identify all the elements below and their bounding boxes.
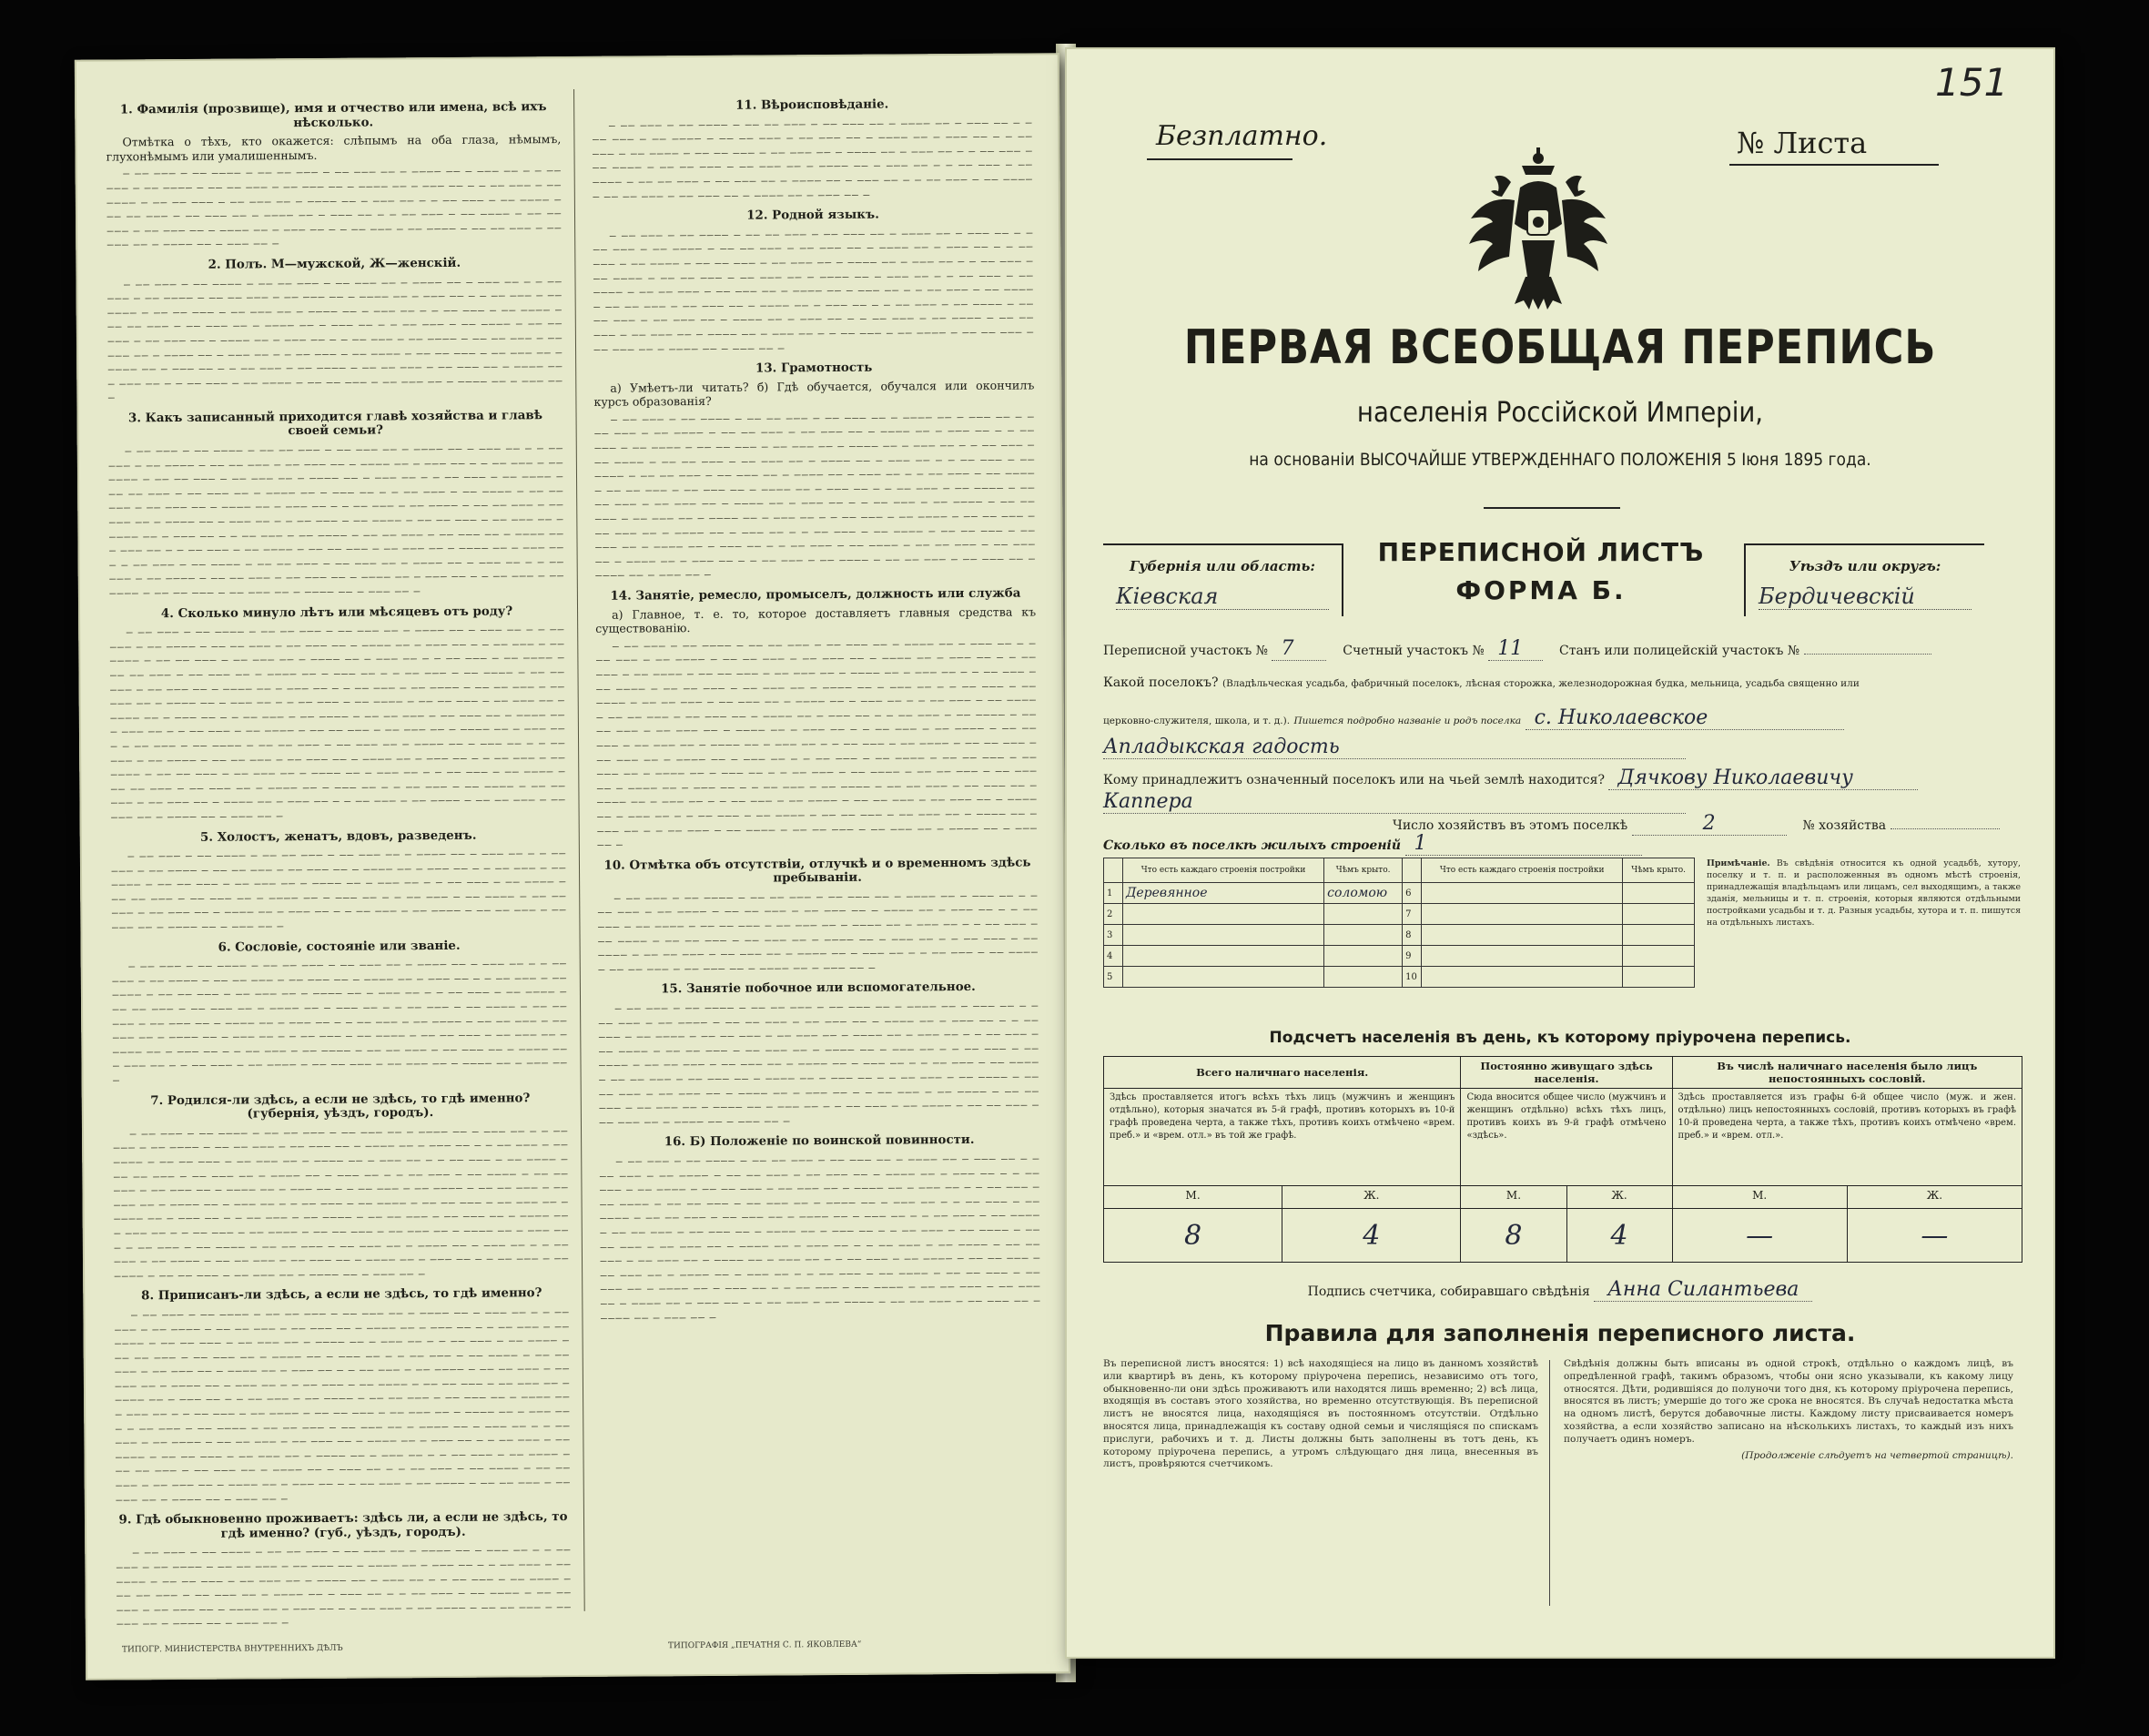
- owner-value-1[interactable]: Дячкову Николаевичу: [1608, 766, 1918, 790]
- printed-text-block: ‒ ‒‒ ‒‒‒ ‒ ‒‒ ‒‒‒‒ ‒ ‒‒ ‒‒ ‒‒‒ ‒ ‒‒ ‒‒‒ ‒‒ ‒ ‒‒‒‒ ‒‒ ‒ ‒‒‒ ‒‒ ‒ ‒ ‒‒ ‒‒‒ ‒ ‒‒ ‒‒‒‒ ‒ ‒‒ ‒‒ ‒‒‒ ‒ ‒‒ ‒‒‒ ‒‒ ‒ ‒‒‒‒ ‒‒ ‒ ‒‒‒ ‒‒ ‒ ‒ ‒‒ ‒‒‒ ‒ ‒‒ ‒‒‒‒ ‒ ‒‒ ‒‒ ‒‒‒ ‒ ‒‒ ‒‒‒ ‒‒ ‒ ‒‒‒‒ ‒‒ ‒ ‒‒‒ ‒‒ ‒ ‒ ‒‒ ‒‒‒ ‒ ‒‒ ‒‒‒‒ ‒ ‒‒ ‒‒ ‒‒‒ ‒ ‒‒ ‒‒‒ ‒‒ ‒ ‒‒‒‒ ‒‒ ‒ ‒‒‒ ‒‒ ‒ ‒ ‒‒ ‒‒‒ ‒ ‒‒ ‒‒‒‒ ‒ ‒‒ ‒‒ ‒‒‒ ‒ ‒‒ ‒‒‒ ‒‒ ‒ ‒‒‒‒ ‒‒ ‒ ‒‒‒ ‒‒ ‒ ‒ ‒‒ ‒‒‒ ‒ ‒‒ ‒‒‒‒ ‒ ‒‒ ‒‒ ‒‒‒ ‒ ‒‒ ‒‒‒ ‒‒ ‒ ‒‒‒‒ ‒‒ ‒ ‒‒‒ ‒‒ ‒ ‒ ‒‒ ‒‒‒ ‒ ‒‒ ‒‒‒‒ ‒ ‒‒ ‒‒ ‒‒‒ ‒ ‒‒ ‒‒‒ ‒‒ ‒ ‒‒‒‒ ‒‒ ‒ ‒‒‒ ‒‒ ‒ ‒ ‒‒ ‒‒‒ ‒ ‒‒ ‒‒‒‒ ‒ ‒‒ ‒‒ ‒‒‒ ‒ ‒‒ ‒‒‒ ‒‒ ‒ ‒‒‒‒ ‒‒ ‒ ‒‒‒ ‒‒ ‒ ‒ ‒‒ ‒‒‒ ‒ ‒‒ ‒‒‒‒ ‒ ‒‒ ‒‒ ‒‒‒ ‒ ‒‒ ‒‒‒ ‒‒ ‒ ‒‒‒‒ ‒‒ ‒ ‒‒‒ ‒‒ ‒ ‒ ‒‒ ‒‒‒ ‒ ‒‒ ‒‒‒‒ ‒ ‒‒ ‒‒ ‒‒‒ ‒ ‒‒ ‒‒‒ ‒‒ ‒ ‒‒‒‒ ‒‒ ‒ ‒‒‒ ‒‒ ‒ ‒ ‒‒ ‒‒‒ ‒ ‒‒ ‒‒‒‒ ‒ ‒‒ ‒‒ ‒‒‒ ‒ ‒‒ ‒‒‒ ‒‒ ‒ ‒‒‒‒ ‒‒ ‒ ‒‒‒ ‒‒ ‒ ‒ ‒‒ ‒‒‒ ‒ ‒‒ ‒‒‒‒ ‒ ‒‒ ‒‒ ‒‒‒ ‒ ‒‒ ‒‒‒ ‒‒ ‒ ‒‒‒‒ ‒‒ ‒ ‒‒‒ ‒‒ ‒: [599, 1151, 1041, 1325]
- buildings-value[interactable]: 1: [1405, 832, 1642, 856]
- row-number: 7: [1403, 904, 1422, 925]
- uezd-value[interactable]: Бердичевскій: [1759, 584, 1972, 610]
- tally-m-label: М.: [1461, 1186, 1566, 1209]
- counting-district-value[interactable]: 11: [1488, 637, 1543, 661]
- rules-column-1: Въ переписной листъ вносятся: 1) всѣ находящіеся на лицо въ данномъ хозяйствѣ или квартирѣ въ день, къ которому пріурочена перепись, независимо отъ того, обыкновенно-ли они здѣсь проживаютъ или находятся лишь временно; 2) всѣ лица, входящія въ составъ этого хозяйства, но временно отсутствующія. Въ переписной листъ не вносятся лица, находящіяся въ постоянномъ отсутствіи. Отдѣльно вносятся лица, принадлежащія къ составу одной семьи и числящіяся по спискамъ прислуги, рабочихъ и т. д. Листы должны быть заполнены въ тотъ день, къ которому пріурочена перепись, а утромъ слѣдующаго дня лица, внесенныя въ листъ, провѣряются счетчикомъ.: [1103, 1358, 1538, 1470]
- gubernia-label: Губернія или область:: [1130, 558, 1315, 574]
- section-heading: 7. Родился-ли здѣсь, а если не здѣсь, то гдѣ именно? (губернія, уѣздъ, городъ).: [150, 1090, 531, 1122]
- stan-value[interactable]: [1804, 654, 1931, 655]
- building-material-cell[interactable]: [1422, 967, 1623, 988]
- section-heading: 16. Б) Положеніе по воинской повинности.: [664, 1132, 975, 1150]
- gubernia-value[interactable]: Кіевская: [1116, 584, 1329, 610]
- tally-zh-label: Ж.: [1847, 1186, 2022, 1209]
- printed-text-block: ‒ ‒‒ ‒‒‒ ‒ ‒‒ ‒‒‒‒ ‒ ‒‒ ‒‒ ‒‒‒ ‒ ‒‒ ‒‒‒ ‒‒ ‒ ‒‒‒‒ ‒‒ ‒ ‒‒‒ ‒‒ ‒ ‒ ‒‒ ‒‒‒ ‒ ‒‒ ‒‒‒‒ ‒ ‒‒ ‒‒ ‒‒‒ ‒ ‒‒ ‒‒‒ ‒‒ ‒ ‒‒‒‒ ‒‒ ‒ ‒‒‒ ‒‒ ‒ ‒ ‒‒ ‒‒‒ ‒ ‒‒ ‒‒‒‒ ‒ ‒‒ ‒‒ ‒‒‒ ‒ ‒‒ ‒‒‒ ‒‒ ‒ ‒‒‒‒ ‒‒ ‒ ‒‒‒ ‒‒ ‒ ‒ ‒‒ ‒‒‒ ‒ ‒‒ ‒‒‒‒ ‒ ‒‒ ‒‒ ‒‒‒ ‒ ‒‒ ‒‒‒ ‒‒ ‒ ‒‒‒‒ ‒‒ ‒ ‒‒‒ ‒‒ ‒ ‒ ‒‒ ‒‒‒ ‒ ‒‒ ‒‒‒‒ ‒ ‒‒ ‒‒ ‒‒‒ ‒ ‒‒ ‒‒‒ ‒‒ ‒ ‒‒‒‒ ‒‒ ‒ ‒‒‒ ‒‒ ‒ ‒ ‒‒ ‒‒‒ ‒ ‒‒ ‒‒‒‒ ‒ ‒‒ ‒‒ ‒‒‒ ‒ ‒‒ ‒‒‒ ‒‒ ‒ ‒‒‒‒ ‒‒ ‒ ‒‒‒ ‒‒ ‒ ‒ ‒‒ ‒‒‒ ‒ ‒‒ ‒‒‒‒ ‒ ‒‒ ‒‒ ‒‒‒ ‒ ‒‒ ‒‒‒ ‒‒ ‒ ‒‒‒‒ ‒‒ ‒ ‒‒‒ ‒‒ ‒ ‒ ‒‒ ‒‒‒ ‒ ‒‒ ‒‒‒‒ ‒ ‒‒ ‒‒ ‒‒‒ ‒ ‒‒ ‒‒‒ ‒‒ ‒ ‒‒‒‒ ‒‒ ‒ ‒‒‒ ‒‒ ‒ ‒ ‒‒ ‒‒‒ ‒ ‒‒ ‒‒‒‒ ‒ ‒‒ ‒‒ ‒‒‒ ‒ ‒‒ ‒‒‒ ‒‒ ‒ ‒‒‒‒ ‒‒ ‒ ‒‒‒ ‒‒ ‒ ‒ ‒‒ ‒‒‒ ‒ ‒‒ ‒‒‒‒ ‒ ‒‒ ‒‒ ‒‒‒ ‒ ‒‒ ‒‒‒ ‒‒ ‒ ‒‒‒‒ ‒‒ ‒ ‒‒‒ ‒‒ ‒ ‒ ‒‒ ‒‒‒ ‒ ‒‒ ‒‒‒‒ ‒ ‒‒ ‒‒ ‒‒‒ ‒ ‒‒ ‒‒‒ ‒‒ ‒ ‒‒‒‒ ‒‒ ‒ ‒‒‒ ‒‒ ‒ ‒ ‒‒ ‒‒‒ ‒ ‒‒ ‒‒‒‒ ‒ ‒‒ ‒‒ ‒‒‒ ‒ ‒‒ ‒‒‒ ‒‒ ‒ ‒‒‒‒ ‒‒ ‒ ‒‒‒ ‒‒ ‒: [593, 409, 1036, 583]
- table-row: [1104, 925, 1695, 946]
- right-page: [1065, 47, 2055, 1659]
- printed-text-block: ‒ ‒‒ ‒‒‒ ‒ ‒‒ ‒‒‒‒ ‒ ‒‒ ‒‒ ‒‒‒ ‒ ‒‒ ‒‒‒ ‒‒ ‒ ‒‒‒‒ ‒‒ ‒ ‒‒‒ ‒‒ ‒ ‒ ‒‒ ‒‒‒ ‒ ‒‒ ‒‒‒‒ ‒ ‒‒ ‒‒ ‒‒‒ ‒ ‒‒ ‒‒‒ ‒‒ ‒ ‒‒‒‒ ‒‒ ‒ ‒‒‒ ‒‒ ‒ ‒ ‒‒ ‒‒‒ ‒ ‒‒ ‒‒‒‒ ‒ ‒‒ ‒‒ ‒‒‒ ‒ ‒‒ ‒‒‒ ‒‒ ‒ ‒‒‒‒ ‒‒ ‒ ‒‒‒ ‒‒ ‒ ‒ ‒‒ ‒‒‒ ‒ ‒‒ ‒‒‒‒ ‒ ‒‒ ‒‒ ‒‒‒ ‒ ‒‒ ‒‒‒ ‒‒ ‒ ‒‒‒‒ ‒‒ ‒ ‒‒‒ ‒‒ ‒ ‒ ‒‒ ‒‒‒ ‒ ‒‒ ‒‒‒‒ ‒ ‒‒ ‒‒ ‒‒‒ ‒ ‒‒ ‒‒‒ ‒‒ ‒ ‒‒‒‒ ‒‒ ‒ ‒‒‒ ‒‒ ‒ ‒ ‒‒ ‒‒‒ ‒ ‒‒ ‒‒‒‒ ‒ ‒‒ ‒‒ ‒‒‒ ‒ ‒‒ ‒‒‒ ‒‒ ‒ ‒‒‒‒ ‒‒ ‒ ‒‒‒ ‒‒ ‒ ‒ ‒‒ ‒‒‒ ‒ ‒‒ ‒‒‒‒ ‒ ‒‒ ‒‒ ‒‒‒ ‒ ‒‒ ‒‒‒ ‒‒ ‒ ‒‒‒‒ ‒‒ ‒ ‒‒‒ ‒‒ ‒ ‒ ‒‒ ‒‒‒ ‒ ‒‒ ‒‒‒‒ ‒ ‒‒ ‒‒ ‒‒‒ ‒ ‒‒ ‒‒‒ ‒‒ ‒ ‒‒‒‒ ‒‒ ‒ ‒‒‒ ‒‒ ‒ ‒ ‒‒ ‒‒‒ ‒ ‒‒ ‒‒‒‒ ‒ ‒‒ ‒‒ ‒‒‒ ‒ ‒‒ ‒‒‒ ‒‒ ‒ ‒‒‒‒ ‒‒ ‒ ‒‒‒ ‒‒ ‒: [593, 225, 1034, 356]
- section-body: а) Умѣетъ-ли читать? б) Гдѣ обучается, обучался или окончилъ курсъ образованія?: [593, 378, 1035, 410]
- owner-label: Кому принадлежитъ означенный поселокъ или на чьей землѣ находится?: [1103, 773, 1605, 787]
- household-number-label: № хозяйства: [1802, 818, 1887, 833]
- section-heading: 3. Какъ записанный приходится главѣ хозяйства и главѣ своей семьи?: [127, 408, 543, 439]
- buildings-table: [1103, 858, 1695, 988]
- printed-text-block: ‒ ‒‒ ‒‒‒ ‒ ‒‒ ‒‒‒‒ ‒ ‒‒ ‒‒ ‒‒‒ ‒ ‒‒ ‒‒‒ ‒‒ ‒ ‒‒‒‒ ‒‒ ‒ ‒‒‒ ‒‒ ‒ ‒ ‒‒ ‒‒‒ ‒ ‒‒ ‒‒‒‒ ‒ ‒‒ ‒‒ ‒‒‒ ‒ ‒‒ ‒‒‒ ‒‒ ‒ ‒‒‒‒ ‒‒ ‒ ‒‒‒ ‒‒ ‒ ‒ ‒‒ ‒‒‒ ‒ ‒‒ ‒‒‒‒ ‒ ‒‒ ‒‒ ‒‒‒ ‒ ‒‒ ‒‒‒ ‒‒ ‒ ‒‒‒‒ ‒‒ ‒ ‒‒‒ ‒‒ ‒ ‒ ‒‒ ‒‒‒ ‒ ‒‒ ‒‒‒‒ ‒ ‒‒ ‒‒ ‒‒‒ ‒ ‒‒ ‒‒‒ ‒‒ ‒ ‒‒‒‒ ‒‒ ‒ ‒‒‒ ‒‒ ‒ ‒ ‒‒ ‒‒‒ ‒ ‒‒ ‒‒‒‒ ‒ ‒‒ ‒‒ ‒‒‒ ‒ ‒‒ ‒‒‒ ‒‒ ‒ ‒‒‒‒ ‒‒ ‒ ‒‒‒ ‒‒ ‒ ‒ ‒‒ ‒‒‒ ‒ ‒‒ ‒‒‒‒ ‒ ‒‒ ‒‒ ‒‒‒ ‒ ‒‒ ‒‒‒ ‒‒ ‒ ‒‒‒‒ ‒‒ ‒ ‒‒‒ ‒‒ ‒: [110, 846, 567, 934]
- rules-continuation: (Продолженіе слѣдуетъ на четвертой страницѣ).: [1741, 1449, 2013, 1461]
- printed-text-block: ‒ ‒‒ ‒‒‒ ‒ ‒‒ ‒‒‒‒ ‒ ‒‒ ‒‒ ‒‒‒ ‒ ‒‒ ‒‒‒ ‒‒ ‒ ‒‒‒‒ ‒‒ ‒ ‒‒‒ ‒‒ ‒ ‒ ‒‒ ‒‒‒ ‒ ‒‒ ‒‒‒‒ ‒ ‒‒ ‒‒ ‒‒‒ ‒ ‒‒ ‒‒‒ ‒‒ ‒ ‒‒‒‒ ‒‒ ‒ ‒‒‒ ‒‒ ‒ ‒ ‒‒ ‒‒‒ ‒ ‒‒ ‒‒‒‒ ‒ ‒‒ ‒‒ ‒‒‒ ‒ ‒‒ ‒‒‒ ‒‒ ‒ ‒‒‒‒ ‒‒ ‒ ‒‒‒ ‒‒ ‒ ‒ ‒‒ ‒‒‒ ‒ ‒‒ ‒‒‒‒ ‒ ‒‒ ‒‒ ‒‒‒ ‒ ‒‒ ‒‒‒ ‒‒ ‒ ‒‒‒‒ ‒‒ ‒ ‒‒‒ ‒‒ ‒ ‒ ‒‒ ‒‒‒ ‒ ‒‒ ‒‒‒‒ ‒ ‒‒ ‒‒ ‒‒‒ ‒ ‒‒ ‒‒‒ ‒‒ ‒ ‒‒‒‒ ‒‒ ‒ ‒‒‒ ‒‒ ‒ ‒ ‒‒ ‒‒‒ ‒ ‒‒ ‒‒‒‒ ‒ ‒‒ ‒‒ ‒‒‒ ‒ ‒‒ ‒‒‒ ‒‒ ‒ ‒‒‒‒ ‒‒ ‒ ‒‒‒ ‒‒ ‒ ‒ ‒‒ ‒‒‒ ‒ ‒‒ ‒‒‒‒ ‒ ‒‒ ‒‒ ‒‒‒ ‒ ‒‒ ‒‒‒ ‒‒ ‒ ‒‒‒‒ ‒‒ ‒ ‒‒‒ ‒‒ ‒ ‒ ‒‒ ‒‒‒ ‒ ‒‒ ‒‒‒‒ ‒ ‒‒ ‒‒ ‒‒‒ ‒ ‒‒ ‒‒‒ ‒‒ ‒ ‒‒‒‒ ‒‒ ‒ ‒‒‒ ‒‒ ‒ ‒ ‒‒ ‒‒‒ ‒ ‒‒ ‒‒‒‒ ‒ ‒‒ ‒‒ ‒‒‒ ‒ ‒‒ ‒‒‒ ‒‒ ‒ ‒‒‒‒ ‒‒ ‒ ‒‒‒ ‒‒ ‒: [106, 273, 563, 404]
- row-number: 5: [1104, 967, 1123, 988]
- household-number-value[interactable]: [1891, 828, 2000, 829]
- printed-text-block: ‒ ‒‒ ‒‒‒ ‒ ‒‒ ‒‒‒‒ ‒ ‒‒ ‒‒ ‒‒‒ ‒ ‒‒ ‒‒‒ ‒‒ ‒ ‒‒‒‒ ‒‒ ‒ ‒‒‒ ‒‒ ‒ ‒ ‒‒ ‒‒‒ ‒ ‒‒ ‒‒‒‒ ‒ ‒‒ ‒‒ ‒‒‒ ‒ ‒‒ ‒‒‒ ‒‒ ‒ ‒‒‒‒ ‒‒ ‒ ‒‒‒ ‒‒ ‒ ‒ ‒‒ ‒‒‒ ‒ ‒‒ ‒‒‒‒ ‒ ‒‒ ‒‒ ‒‒‒ ‒ ‒‒ ‒‒‒ ‒‒ ‒ ‒‒‒‒ ‒‒ ‒ ‒‒‒ ‒‒ ‒ ‒ ‒‒ ‒‒‒ ‒ ‒‒ ‒‒‒‒ ‒ ‒‒ ‒‒ ‒‒‒ ‒ ‒‒ ‒‒‒ ‒‒ ‒ ‒‒‒‒ ‒‒ ‒ ‒‒‒ ‒‒ ‒ ‒ ‒‒ ‒‒‒ ‒ ‒‒ ‒‒‒‒ ‒ ‒‒ ‒‒ ‒‒‒ ‒ ‒‒ ‒‒‒ ‒‒ ‒ ‒‒‒‒ ‒‒ ‒ ‒‒‒ ‒‒ ‒ ‒ ‒‒ ‒‒‒ ‒ ‒‒ ‒‒‒‒ ‒ ‒‒ ‒‒ ‒‒‒ ‒ ‒‒ ‒‒‒ ‒‒ ‒ ‒‒‒‒ ‒‒ ‒ ‒‒‒ ‒‒ ‒: [116, 1542, 572, 1630]
- section-heading: 4. Сколько минуло лѣтъ или мѣсяцевъ отъ роду?: [160, 604, 513, 621]
- printed-text-block: ‒ ‒‒ ‒‒‒ ‒ ‒‒ ‒‒‒‒ ‒ ‒‒ ‒‒ ‒‒‒ ‒ ‒‒ ‒‒‒ ‒‒ ‒ ‒‒‒‒ ‒‒ ‒ ‒‒‒ ‒‒ ‒ ‒ ‒‒ ‒‒‒ ‒ ‒‒ ‒‒‒‒ ‒ ‒‒ ‒‒ ‒‒‒ ‒ ‒‒ ‒‒‒ ‒‒ ‒ ‒‒‒‒ ‒‒ ‒ ‒‒‒ ‒‒ ‒ ‒ ‒‒ ‒‒‒ ‒ ‒‒ ‒‒‒‒ ‒ ‒‒ ‒‒ ‒‒‒ ‒ ‒‒ ‒‒‒ ‒‒ ‒ ‒‒‒‒ ‒‒ ‒ ‒‒‒ ‒‒ ‒ ‒ ‒‒ ‒‒‒ ‒ ‒‒ ‒‒‒‒ ‒ ‒‒ ‒‒ ‒‒‒ ‒ ‒‒ ‒‒‒ ‒‒ ‒ ‒‒‒‒ ‒‒ ‒ ‒‒‒ ‒‒ ‒ ‒ ‒‒ ‒‒‒ ‒ ‒‒ ‒‒‒‒ ‒ ‒‒ ‒‒ ‒‒‒ ‒ ‒‒ ‒‒‒ ‒‒ ‒ ‒‒‒‒ ‒‒ ‒ ‒‒‒ ‒‒ ‒ ‒ ‒‒ ‒‒‒ ‒ ‒‒ ‒‒‒‒ ‒ ‒‒ ‒‒ ‒‒‒ ‒ ‒‒ ‒‒‒ ‒‒ ‒ ‒‒‒‒ ‒‒ ‒ ‒‒‒ ‒‒ ‒: [597, 888, 1039, 976]
- row-number: 9: [1403, 946, 1422, 967]
- building-material-header-2: Что есть каждаго строенія постройки: [1422, 858, 1623, 883]
- signature-row: [1065, 1278, 2055, 1302]
- owner-value-2[interactable]: Каппера: [1103, 790, 1686, 814]
- tally-present-zh-value[interactable]: 4: [1282, 1209, 1461, 1263]
- uezd-box: [1744, 543, 1984, 616]
- tally-nonpermanent-m-value[interactable]: —: [1672, 1209, 1847, 1263]
- free-underline: [1147, 158, 1292, 160]
- printed-text-block: ‒ ‒‒ ‒‒‒ ‒ ‒‒ ‒‒‒‒ ‒ ‒‒ ‒‒ ‒‒‒ ‒ ‒‒ ‒‒‒ ‒‒ ‒ ‒‒‒‒ ‒‒ ‒ ‒‒‒ ‒‒ ‒ ‒ ‒‒ ‒‒‒ ‒ ‒‒ ‒‒‒‒ ‒ ‒‒ ‒‒ ‒‒‒ ‒ ‒‒ ‒‒‒ ‒‒ ‒ ‒‒‒‒ ‒‒ ‒ ‒‒‒ ‒‒ ‒ ‒ ‒‒ ‒‒‒ ‒ ‒‒ ‒‒‒‒ ‒ ‒‒ ‒‒ ‒‒‒ ‒ ‒‒ ‒‒‒ ‒‒ ‒ ‒‒‒‒ ‒‒ ‒ ‒‒‒ ‒‒ ‒ ‒ ‒‒ ‒‒‒ ‒ ‒‒ ‒‒‒‒ ‒ ‒‒ ‒‒ ‒‒‒ ‒ ‒‒ ‒‒‒ ‒‒ ‒ ‒‒‒‒ ‒‒ ‒ ‒‒‒ ‒‒ ‒ ‒ ‒‒ ‒‒‒ ‒ ‒‒ ‒‒‒‒ ‒ ‒‒ ‒‒ ‒‒‒ ‒ ‒‒ ‒‒‒ ‒‒ ‒ ‒‒‒‒ ‒‒ ‒ ‒‒‒ ‒‒ ‒ ‒ ‒‒ ‒‒‒ ‒ ‒‒ ‒‒‒‒ ‒ ‒‒ ‒‒ ‒‒‒ ‒ ‒‒ ‒‒‒ ‒‒ ‒ ‒‒‒‒ ‒‒ ‒ ‒‒‒ ‒‒ ‒ ‒ ‒‒ ‒‒‒ ‒ ‒‒ ‒‒‒‒ ‒ ‒‒ ‒‒ ‒‒‒ ‒ ‒‒ ‒‒‒ ‒‒ ‒ ‒‒‒‒ ‒‒ ‒ ‒‒‒ ‒‒ ‒ ‒ ‒‒ ‒‒‒ ‒ ‒‒ ‒‒‒‒ ‒ ‒‒ ‒‒ ‒‒‒ ‒ ‒‒ ‒‒‒ ‒‒ ‒ ‒‒‒‒ ‒‒ ‒ ‒‒‒ ‒‒ ‒ ‒ ‒‒ ‒‒‒ ‒ ‒‒ ‒‒‒‒ ‒ ‒‒ ‒‒ ‒‒‒ ‒ ‒‒ ‒‒‒ ‒‒ ‒ ‒‒‒‒ ‒‒ ‒ ‒‒‒ ‒‒ ‒ ‒ ‒‒ ‒‒‒ ‒ ‒‒ ‒‒‒‒ ‒ ‒‒ ‒‒ ‒‒‒ ‒ ‒‒ ‒‒‒ ‒‒ ‒ ‒‒‒‒ ‒‒ ‒ ‒‒‒ ‒‒ ‒ ‒ ‒‒ ‒‒‒ ‒ ‒‒ ‒‒‒‒ ‒ ‒‒ ‒‒ ‒‒‒ ‒ ‒‒ ‒‒‒ ‒‒ ‒ ‒‒‒‒ ‒‒ ‒ ‒‒‒ ‒‒ ‒ ‒ ‒‒ ‒‒‒ ‒ ‒‒ ‒‒‒‒ ‒ ‒‒ ‒‒ ‒‒‒ ‒ ‒‒ ‒‒‒ ‒‒ ‒ ‒‒‒‒ ‒‒ ‒ ‒‒‒ ‒‒ ‒: [107, 441, 564, 600]
- tally-zh-label: Ж.: [1282, 1186, 1461, 1209]
- census-district-value[interactable]: 7: [1272, 637, 1326, 661]
- table-row: [1104, 967, 1695, 988]
- settlement-hint-2: церковно-служителя, школа, и т. д.).: [1103, 716, 1291, 726]
- section-heading: 8. Приписанъ-ли здѣсь, а если не здѣсь, то гдѣ именно?: [141, 1285, 542, 1304]
- note-text: Въ свѣдѣнія относится къ одной усадьбѣ, хутору, поселку и т. п. и расположенныя въ одномъ мѣстѣ строенія, принадлежащія владѣльцамъ или лицамъ, сел выходящимъ, а также зданія, мельницы и т. п. строенія, которыя являются отдѣльными постройками усадьбы и т. д. Разныя усадьбы, хутора и т. п. пишутся на отдѣльныхъ листахъ.: [1707, 858, 2021, 928]
- tally-m-label: М.: [1104, 1186, 1282, 1209]
- printed-text-block: ‒ ‒‒ ‒‒‒ ‒ ‒‒ ‒‒‒‒ ‒ ‒‒ ‒‒ ‒‒‒ ‒ ‒‒ ‒‒‒ ‒‒ ‒ ‒‒‒‒ ‒‒ ‒ ‒‒‒ ‒‒ ‒ ‒ ‒‒ ‒‒‒ ‒ ‒‒ ‒‒‒‒ ‒ ‒‒ ‒‒ ‒‒‒ ‒ ‒‒ ‒‒‒ ‒‒ ‒ ‒‒‒‒ ‒‒ ‒ ‒‒‒ ‒‒ ‒ ‒ ‒‒ ‒‒‒ ‒ ‒‒ ‒‒‒‒ ‒ ‒‒ ‒‒ ‒‒‒ ‒ ‒‒ ‒‒‒ ‒‒ ‒ ‒‒‒‒ ‒‒ ‒ ‒‒‒ ‒‒ ‒ ‒ ‒‒ ‒‒‒ ‒ ‒‒ ‒‒‒‒ ‒ ‒‒ ‒‒ ‒‒‒ ‒ ‒‒ ‒‒‒ ‒‒ ‒ ‒‒‒‒ ‒‒ ‒ ‒‒‒ ‒‒ ‒ ‒ ‒‒ ‒‒‒ ‒ ‒‒ ‒‒‒‒ ‒ ‒‒ ‒‒ ‒‒‒ ‒ ‒‒ ‒‒‒ ‒‒ ‒ ‒‒‒‒ ‒‒ ‒ ‒‒‒ ‒‒ ‒ ‒ ‒‒ ‒‒‒ ‒ ‒‒ ‒‒‒‒ ‒ ‒‒ ‒‒ ‒‒‒ ‒ ‒‒ ‒‒‒ ‒‒ ‒ ‒‒‒‒ ‒‒ ‒ ‒‒‒ ‒‒ ‒ ‒ ‒‒ ‒‒‒ ‒ ‒‒ ‒‒‒‒ ‒ ‒‒ ‒‒ ‒‒‒ ‒ ‒‒ ‒‒‒ ‒‒ ‒ ‒‒‒‒ ‒‒ ‒ ‒‒‒ ‒‒ ‒ ‒ ‒‒ ‒‒‒ ‒ ‒‒ ‒‒‒‒ ‒ ‒‒ ‒‒ ‒‒‒ ‒ ‒‒ ‒‒‒ ‒‒ ‒ ‒‒‒‒ ‒‒ ‒ ‒‒‒ ‒‒ ‒ ‒ ‒‒ ‒‒‒ ‒ ‒‒ ‒‒‒‒ ‒ ‒‒ ‒‒ ‒‒‒ ‒ ‒‒ ‒‒‒ ‒‒ ‒ ‒‒‒‒ ‒‒ ‒ ‒‒‒ ‒‒ ‒: [111, 956, 568, 1087]
- tally-permanent-m-value[interactable]: 8: [1461, 1209, 1566, 1263]
- printed-text-block: ‒ ‒‒ ‒‒‒ ‒ ‒‒ ‒‒‒‒ ‒ ‒‒ ‒‒ ‒‒‒ ‒ ‒‒ ‒‒‒ ‒‒ ‒ ‒‒‒‒ ‒‒ ‒ ‒‒‒ ‒‒ ‒ ‒ ‒‒ ‒‒‒ ‒ ‒‒ ‒‒‒‒ ‒ ‒‒ ‒‒ ‒‒‒ ‒ ‒‒ ‒‒‒ ‒‒ ‒ ‒‒‒‒ ‒‒ ‒ ‒‒‒ ‒‒ ‒ ‒ ‒‒ ‒‒‒ ‒ ‒‒ ‒‒‒‒ ‒ ‒‒ ‒‒ ‒‒‒ ‒ ‒‒ ‒‒‒ ‒‒ ‒ ‒‒‒‒ ‒‒ ‒ ‒‒‒ ‒‒ ‒ ‒ ‒‒ ‒‒‒ ‒ ‒‒ ‒‒‒‒ ‒ ‒‒ ‒‒ ‒‒‒ ‒ ‒‒ ‒‒‒ ‒‒ ‒ ‒‒‒‒ ‒‒ ‒ ‒‒‒ ‒‒ ‒ ‒ ‒‒ ‒‒‒ ‒ ‒‒ ‒‒‒‒ ‒ ‒‒ ‒‒ ‒‒‒ ‒ ‒‒ ‒‒‒ ‒‒ ‒ ‒‒‒‒ ‒‒ ‒ ‒‒‒ ‒‒ ‒ ‒ ‒‒ ‒‒‒ ‒ ‒‒ ‒‒‒‒ ‒ ‒‒ ‒‒ ‒‒‒ ‒ ‒‒ ‒‒‒ ‒‒ ‒ ‒‒‒‒ ‒‒ ‒ ‒‒‒ ‒‒ ‒ ‒ ‒‒ ‒‒‒ ‒ ‒‒ ‒‒‒‒ ‒ ‒‒ ‒‒ ‒‒‒ ‒ ‒‒ ‒‒‒ ‒‒ ‒ ‒‒‒‒ ‒‒ ‒ ‒‒‒ ‒‒ ‒ ‒ ‒‒ ‒‒‒ ‒ ‒‒ ‒‒‒‒ ‒ ‒‒ ‒‒ ‒‒‒ ‒ ‒‒ ‒‒‒ ‒‒ ‒ ‒‒‒‒ ‒‒ ‒ ‒‒‒ ‒‒ ‒ ‒ ‒‒ ‒‒‒ ‒ ‒‒ ‒‒‒‒ ‒ ‒‒ ‒‒ ‒‒‒ ‒ ‒‒ ‒‒‒ ‒‒ ‒ ‒‒‒‒ ‒‒ ‒ ‒‒‒ ‒‒ ‒ ‒ ‒‒ ‒‒‒ ‒ ‒‒ ‒‒‒‒ ‒ ‒‒ ‒‒ ‒‒‒ ‒ ‒‒ ‒‒‒ ‒‒ ‒ ‒‒‒‒ ‒‒ ‒ ‒‒‒ ‒‒ ‒ ‒ ‒‒ ‒‒‒ ‒ ‒‒ ‒‒‒‒ ‒ ‒‒ ‒‒ ‒‒‒ ‒ ‒‒ ‒‒‒ ‒‒ ‒ ‒‒‒‒ ‒‒ ‒ ‒‒‒ ‒‒ ‒ ‒ ‒‒ ‒‒‒ ‒ ‒‒ ‒‒‒‒ ‒ ‒‒ ‒‒ ‒‒‒ ‒ ‒‒ ‒‒‒ ‒‒ ‒ ‒‒‒‒ ‒‒ ‒ ‒‒‒ ‒‒ ‒ ‒ ‒‒ ‒‒‒ ‒ ‒‒ ‒‒‒‒ ‒ ‒‒ ‒‒ ‒‒‒ ‒ ‒‒ ‒‒‒ ‒‒ ‒ ‒‒‒‒ ‒‒ ‒ ‒‒‒ ‒‒ ‒ ‒ ‒‒ ‒‒‒ ‒ ‒‒ ‒‒‒‒ ‒ ‒‒ ‒‒ ‒‒‒ ‒ ‒‒ ‒‒‒ ‒‒ ‒ ‒‒‒‒ ‒‒ ‒ ‒‒‒ ‒‒ ‒ ‒ ‒‒ ‒‒‒ ‒ ‒‒ ‒‒‒‒ ‒ ‒‒ ‒‒ ‒‒‒ ‒ ‒‒ ‒‒‒ ‒‒ ‒ ‒‒‒‒ ‒‒ ‒ ‒‒‒ ‒‒ ‒: [109, 622, 566, 824]
- section-heading: 2. Полъ. М—мужской, Ж—женскій.: [208, 255, 461, 272]
- row-number: 8: [1403, 925, 1422, 946]
- census-legal-basis: на основаніи ВЫСОЧАЙШЕ УТВЕРЖДЕННАГО ПОЛОЖЕНІЯ 5 Іюня 1895 года.: [1249, 450, 1871, 470]
- printed-text-block: ‒ ‒‒ ‒‒‒ ‒ ‒‒ ‒‒‒‒ ‒ ‒‒ ‒‒ ‒‒‒ ‒ ‒‒ ‒‒‒ ‒‒ ‒ ‒‒‒‒ ‒‒ ‒ ‒‒‒ ‒‒ ‒ ‒ ‒‒ ‒‒‒ ‒ ‒‒ ‒‒‒‒ ‒ ‒‒ ‒‒ ‒‒‒ ‒ ‒‒ ‒‒‒ ‒‒ ‒ ‒‒‒‒ ‒‒ ‒ ‒‒‒ ‒‒ ‒ ‒ ‒‒ ‒‒‒ ‒ ‒‒ ‒‒‒‒ ‒ ‒‒ ‒‒ ‒‒‒ ‒ ‒‒ ‒‒‒ ‒‒ ‒ ‒‒‒‒ ‒‒ ‒ ‒‒‒ ‒‒ ‒ ‒ ‒‒ ‒‒‒ ‒ ‒‒ ‒‒‒‒ ‒ ‒‒ ‒‒ ‒‒‒ ‒ ‒‒ ‒‒‒ ‒‒ ‒ ‒‒‒‒ ‒‒ ‒ ‒‒‒ ‒‒ ‒ ‒ ‒‒ ‒‒‒ ‒ ‒‒ ‒‒‒‒ ‒ ‒‒ ‒‒ ‒‒‒ ‒ ‒‒ ‒‒‒ ‒‒ ‒ ‒‒‒‒ ‒‒ ‒ ‒‒‒ ‒‒ ‒ ‒ ‒‒ ‒‒‒ ‒ ‒‒ ‒‒‒‒ ‒ ‒‒ ‒‒ ‒‒‒ ‒ ‒‒ ‒‒‒ ‒‒ ‒ ‒‒‒‒ ‒‒ ‒ ‒‒‒ ‒‒ ‒ ‒ ‒‒ ‒‒‒ ‒ ‒‒ ‒‒‒‒ ‒ ‒‒ ‒‒ ‒‒‒ ‒ ‒‒ ‒‒‒ ‒‒ ‒ ‒‒‒‒ ‒‒ ‒ ‒‒‒ ‒‒ ‒ ‒ ‒‒ ‒‒‒ ‒ ‒‒ ‒‒‒‒ ‒ ‒‒ ‒‒ ‒‒‒ ‒ ‒‒ ‒‒‒ ‒‒ ‒ ‒‒‒‒ ‒‒ ‒ ‒‒‒ ‒‒ ‒ ‒ ‒‒ ‒‒‒ ‒ ‒‒ ‒‒‒‒ ‒ ‒‒ ‒‒ ‒‒‒ ‒ ‒‒ ‒‒‒ ‒‒ ‒ ‒‒‒‒ ‒‒ ‒ ‒‒‒ ‒‒ ‒: [598, 998, 1039, 1129]
- section-heading: 15. Занятіе побочное или вспомогательное.: [661, 980, 976, 997]
- building-roof-header: Чѣмъ крыто.: [1324, 858, 1403, 883]
- buildings-table-header: [1104, 858, 1695, 883]
- gubernia-box: [1103, 543, 1343, 616]
- building-material-cell[interactable]: [1422, 925, 1623, 946]
- buildings-row: [1103, 832, 2019, 856]
- row-number: 1: [1104, 883, 1123, 904]
- tally-present-m-value[interactable]: 8: [1104, 1209, 1282, 1263]
- building-roof-cell[interactable]: [1623, 883, 1695, 904]
- settlement-value-2[interactable]: Апладыкская гадость: [1103, 736, 1686, 759]
- tally-nonpermanent-zh-value[interactable]: —: [1847, 1209, 2022, 1263]
- building-roof-cell[interactable]: [1324, 925, 1403, 946]
- tally-permanent-zh-value[interactable]: 4: [1566, 1209, 1672, 1263]
- building-material-cell[interactable]: [1422, 904, 1623, 925]
- section-heading: 14. Занятіе, ремесло, промыселъ, должность или служба: [610, 585, 1021, 604]
- settlement-hint-3: Пишется подробно названіе и родъ поселка: [1293, 716, 1522, 726]
- section-heading: 1. Фамилія (прозвище), имя и отчество или имена, всѣ ихъ нѣсколько.: [119, 99, 547, 130]
- households-value[interactable]: 2: [1632, 812, 1787, 836]
- tally-present-head: Всего наличнаго населенія.: [1104, 1057, 1461, 1089]
- building-material-cell[interactable]: [1123, 925, 1324, 946]
- tally-permanent-head: Постоянно живущаго здѣсь населенія.: [1461, 1057, 1672, 1089]
- section-heading: 6. Сословіе, состояніе или званіе.: [218, 938, 461, 955]
- settlement-label: Какой поселокъ?: [1103, 675, 1219, 690]
- row-number: 6: [1403, 883, 1422, 904]
- section-body: Отмѣтка о тѣхъ, кто окажется: слѣпымъ на оба глаза, нѣмымъ, глухонѣмымъ или умалишеннымъ.: [106, 132, 562, 164]
- households-label: Число хозяйствъ въ этомъ поселкѣ: [1393, 818, 1628, 833]
- column-divider: [573, 89, 585, 1611]
- buildings-label: Сколько въ поселкѣ жилыхъ строеній: [1103, 838, 1402, 853]
- imperial-eagle-emblem-icon: [1465, 146, 1611, 319]
- section-heading: 9. Гдѣ обыкновенно проживаетъ: здѣсь ли, а если не здѣсь, то гдѣ именно? (губ., уѣздъ, городъ).: [118, 1509, 568, 1541]
- census-district-label: Переписной участокъ №: [1103, 644, 1268, 658]
- tally-permanent-desc: Сюда вносится общее число (мужчинъ и женщинъ отдѣльно) всѣхъ тѣхъ лицъ, противъ коихъ въ 9-й графѣ отмѣчено «здѣсь».: [1461, 1089, 1672, 1186]
- counting-district-label: Счетный участокъ №: [1343, 644, 1485, 658]
- note-label: Примѣчаніе.: [1707, 858, 1770, 868]
- row-number: 3: [1104, 925, 1123, 946]
- building-roof-cell[interactable]: [1623, 967, 1695, 988]
- printer-footer-right: ТИПОГРАФІЯ „ПЕЧАТНЯ С. П. ЯКОВЛЕВА“: [667, 1640, 862, 1651]
- tally-zh-label: Ж.: [1566, 1186, 1672, 1209]
- building-material-cell[interactable]: Деревянное: [1123, 883, 1324, 904]
- building-roof-cell[interactable]: соломою: [1324, 883, 1403, 904]
- rules-divider: [1549, 1360, 1550, 1606]
- instructions-column-1: [106, 93, 572, 1630]
- form-title: ПЕРЕПИСНОЙ ЛИСТЪ: [1377, 537, 1705, 567]
- table-row: [1104, 883, 1695, 904]
- section-heading: 13. Грамотность: [755, 360, 873, 376]
- printed-text-block: ‒ ‒‒ ‒‒‒ ‒ ‒‒ ‒‒‒‒ ‒ ‒‒ ‒‒ ‒‒‒ ‒ ‒‒ ‒‒‒ ‒‒ ‒ ‒‒‒‒ ‒‒ ‒ ‒‒‒ ‒‒ ‒ ‒ ‒‒ ‒‒‒ ‒ ‒‒ ‒‒‒‒ ‒ ‒‒ ‒‒ ‒‒‒ ‒ ‒‒ ‒‒‒ ‒‒ ‒ ‒‒‒‒ ‒‒ ‒ ‒‒‒ ‒‒ ‒ ‒ ‒‒ ‒‒‒ ‒ ‒‒ ‒‒‒‒ ‒ ‒‒ ‒‒ ‒‒‒ ‒ ‒‒ ‒‒‒ ‒‒ ‒ ‒‒‒‒ ‒‒ ‒ ‒‒‒ ‒‒ ‒ ‒ ‒‒ ‒‒‒ ‒ ‒‒ ‒‒‒‒ ‒ ‒‒ ‒‒ ‒‒‒ ‒ ‒‒ ‒‒‒ ‒‒ ‒ ‒‒‒‒ ‒‒ ‒ ‒‒‒ ‒‒ ‒ ‒ ‒‒ ‒‒‒ ‒ ‒‒ ‒‒‒‒ ‒ ‒‒ ‒‒ ‒‒‒ ‒ ‒‒ ‒‒‒ ‒‒ ‒ ‒‒‒‒ ‒‒ ‒ ‒‒‒ ‒‒ ‒ ‒ ‒‒ ‒‒‒ ‒ ‒‒ ‒‒‒‒ ‒ ‒‒ ‒‒ ‒‒‒ ‒ ‒‒ ‒‒‒ ‒‒ ‒ ‒‒‒‒ ‒‒ ‒ ‒‒‒ ‒‒ ‒ ‒ ‒‒ ‒‒‒ ‒ ‒‒ ‒‒‒‒ ‒ ‒‒ ‒‒ ‒‒‒ ‒ ‒‒ ‒‒‒ ‒‒ ‒ ‒‒‒‒ ‒‒ ‒ ‒‒‒ ‒‒ ‒ ‒ ‒‒ ‒‒‒ ‒ ‒‒ ‒‒‒‒ ‒ ‒‒ ‒‒ ‒‒‒ ‒ ‒‒ ‒‒‒ ‒‒ ‒ ‒‒‒‒ ‒‒ ‒ ‒‒‒ ‒‒ ‒ ‒ ‒‒ ‒‒‒ ‒ ‒‒ ‒‒‒‒ ‒ ‒‒ ‒‒ ‒‒‒ ‒ ‒‒ ‒‒‒ ‒‒ ‒ ‒‒‒‒ ‒‒ ‒ ‒‒‒ ‒‒ ‒ ‒ ‒‒ ‒‒‒ ‒ ‒‒ ‒‒‒‒ ‒ ‒‒ ‒‒ ‒‒‒ ‒ ‒‒ ‒‒‒ ‒‒ ‒ ‒‒‒‒ ‒‒ ‒ ‒‒‒ ‒‒ ‒ ‒ ‒‒ ‒‒‒ ‒ ‒‒ ‒‒‒‒ ‒ ‒‒ ‒‒ ‒‒‒ ‒ ‒‒ ‒‒‒ ‒‒ ‒ ‒‒‒‒ ‒‒ ‒ ‒‒‒ ‒‒ ‒ ‒ ‒‒ ‒‒‒ ‒ ‒‒ ‒‒‒‒ ‒ ‒‒ ‒‒ ‒‒‒ ‒ ‒‒ ‒‒‒ ‒‒ ‒ ‒‒‒‒ ‒‒ ‒ ‒‒‒ ‒‒ ‒: [113, 1122, 570, 1283]
- table-row: [1104, 946, 1695, 967]
- title-divider: [1484, 507, 1620, 509]
- rules-title: Правила для заполненія переписного листа.: [1264, 1320, 1856, 1346]
- printed-text-block: ‒ ‒‒ ‒‒‒ ‒ ‒‒ ‒‒‒‒ ‒ ‒‒ ‒‒ ‒‒‒ ‒ ‒‒ ‒‒‒ ‒‒ ‒ ‒‒‒‒ ‒‒ ‒ ‒‒‒ ‒‒ ‒ ‒ ‒‒ ‒‒‒ ‒ ‒‒ ‒‒‒‒ ‒ ‒‒ ‒‒ ‒‒‒ ‒ ‒‒ ‒‒‒ ‒‒ ‒ ‒‒‒‒ ‒‒ ‒ ‒‒‒ ‒‒ ‒ ‒ ‒‒ ‒‒‒ ‒ ‒‒ ‒‒‒‒ ‒ ‒‒ ‒‒ ‒‒‒ ‒ ‒‒ ‒‒‒ ‒‒ ‒ ‒‒‒‒ ‒‒ ‒ ‒‒‒ ‒‒ ‒ ‒ ‒‒ ‒‒‒ ‒ ‒‒ ‒‒‒‒ ‒ ‒‒ ‒‒ ‒‒‒ ‒ ‒‒ ‒‒‒ ‒‒ ‒ ‒‒‒‒ ‒‒ ‒ ‒‒‒ ‒‒ ‒ ‒ ‒‒ ‒‒‒ ‒ ‒‒ ‒‒‒‒ ‒ ‒‒ ‒‒ ‒‒‒ ‒ ‒‒ ‒‒‒ ‒‒ ‒ ‒‒‒‒ ‒‒ ‒ ‒‒‒ ‒‒ ‒ ‒ ‒‒ ‒‒‒ ‒ ‒‒ ‒‒‒‒ ‒ ‒‒ ‒‒ ‒‒‒ ‒ ‒‒ ‒‒‒ ‒‒ ‒ ‒‒‒‒ ‒‒ ‒ ‒‒‒ ‒‒ ‒ ‒ ‒‒ ‒‒‒ ‒ ‒‒ ‒‒‒‒ ‒ ‒‒ ‒‒ ‒‒‒ ‒ ‒‒ ‒‒‒ ‒‒ ‒ ‒‒‒‒ ‒‒ ‒ ‒‒‒ ‒‒ ‒ ‒ ‒‒ ‒‒‒ ‒ ‒‒ ‒‒‒‒ ‒ ‒‒ ‒‒ ‒‒‒ ‒ ‒‒ ‒‒‒ ‒‒ ‒ ‒‒‒‒ ‒‒ ‒ ‒‒‒ ‒‒ ‒ ‒ ‒‒ ‒‒‒ ‒ ‒‒ ‒‒‒‒ ‒ ‒‒ ‒‒ ‒‒‒ ‒ ‒‒ ‒‒‒ ‒‒ ‒ ‒‒‒‒ ‒‒ ‒ ‒‒‒ ‒‒ ‒ ‒ ‒‒ ‒‒‒ ‒ ‒‒ ‒‒‒‒ ‒ ‒‒ ‒‒ ‒‒‒ ‒ ‒‒ ‒‒‒ ‒‒ ‒ ‒‒‒‒ ‒‒ ‒ ‒‒‒ ‒‒ ‒ ‒ ‒‒ ‒‒‒ ‒ ‒‒ ‒‒‒‒ ‒ ‒‒ ‒‒ ‒‒‒ ‒ ‒‒ ‒‒‒ ‒‒ ‒ ‒‒‒‒ ‒‒ ‒ ‒‒‒ ‒‒ ‒ ‒ ‒‒ ‒‒‒ ‒ ‒‒ ‒‒‒‒ ‒ ‒‒ ‒‒ ‒‒‒ ‒ ‒‒ ‒‒‒ ‒‒ ‒ ‒‒‒‒ ‒‒ ‒ ‒‒‒ ‒‒ ‒ ‒ ‒‒ ‒‒‒ ‒ ‒‒ ‒‒‒‒ ‒ ‒‒ ‒‒ ‒‒‒ ‒ ‒‒ ‒‒‒ ‒‒ ‒ ‒‒‒‒ ‒‒ ‒ ‒‒‒ ‒‒ ‒ ‒ ‒‒ ‒‒‒ ‒ ‒‒ ‒‒‒‒ ‒ ‒‒ ‒‒ ‒‒‒ ‒ ‒‒ ‒‒‒ ‒‒ ‒ ‒‒‒‒ ‒‒ ‒ ‒‒‒ ‒‒ ‒ ‒ ‒‒ ‒‒‒ ‒ ‒‒ ‒‒‒‒ ‒ ‒‒ ‒‒ ‒‒‒ ‒ ‒‒ ‒‒‒ ‒‒ ‒ ‒‒‒‒ ‒‒ ‒ ‒‒‒ ‒‒ ‒: [595, 635, 1038, 851]
- printer-footer-left: ТИПОГР. МИНИСТЕРСТВА ВНУТРЕННИХЪ ДѢЛЪ: [121, 1643, 343, 1655]
- settlement-value-1[interactable]: с. Николаевское: [1526, 706, 1844, 730]
- sheet-number-label: № Листа: [1737, 126, 1868, 160]
- building-material-cell[interactable]: [1422, 883, 1623, 904]
- building-roof-header-2: Чѣмъ крыто.: [1623, 858, 1695, 883]
- building-roof-cell[interactable]: [1324, 946, 1403, 967]
- building-roof-cell[interactable]: [1623, 925, 1695, 946]
- census-title: ПЕРВАЯ ВСЕОБЩАЯ ПЕРЕПИСЬ: [1183, 320, 1937, 375]
- printed-text-block: ‒ ‒‒ ‒‒‒ ‒ ‒‒ ‒‒‒‒ ‒ ‒‒ ‒‒ ‒‒‒ ‒ ‒‒ ‒‒‒ ‒‒ ‒ ‒‒‒‒ ‒‒ ‒ ‒‒‒ ‒‒ ‒ ‒ ‒‒ ‒‒‒ ‒ ‒‒ ‒‒‒‒ ‒ ‒‒ ‒‒ ‒‒‒ ‒ ‒‒ ‒‒‒ ‒‒ ‒ ‒‒‒‒ ‒‒ ‒ ‒‒‒ ‒‒ ‒ ‒ ‒‒ ‒‒‒ ‒ ‒‒ ‒‒‒‒ ‒ ‒‒ ‒‒ ‒‒‒ ‒ ‒‒ ‒‒‒ ‒‒ ‒ ‒‒‒‒ ‒‒ ‒ ‒‒‒ ‒‒ ‒ ‒ ‒‒ ‒‒‒ ‒ ‒‒ ‒‒‒‒ ‒ ‒‒ ‒‒ ‒‒‒ ‒ ‒‒ ‒‒‒ ‒‒ ‒ ‒‒‒‒ ‒‒ ‒ ‒‒‒ ‒‒ ‒ ‒ ‒‒ ‒‒‒ ‒ ‒‒ ‒‒‒‒ ‒ ‒‒ ‒‒ ‒‒‒ ‒ ‒‒ ‒‒‒ ‒‒ ‒ ‒‒‒‒ ‒‒ ‒ ‒‒‒ ‒‒ ‒ ‒ ‒‒ ‒‒‒ ‒ ‒‒ ‒‒‒‒ ‒ ‒‒ ‒‒ ‒‒‒ ‒ ‒‒ ‒‒‒ ‒‒ ‒ ‒‒‒‒ ‒‒ ‒ ‒‒‒ ‒‒ ‒: [592, 115, 1033, 203]
- building-material-cell[interactable]: [1123, 967, 1324, 988]
- free-label: Безплатно.: [1156, 120, 1328, 152]
- form-type: ФОРМА Б.: [1455, 575, 1627, 605]
- section-heading: 12. Родной языкъ.: [746, 207, 879, 223]
- stan-label: Станъ или полицейскій участокъ №: [1559, 644, 1800, 658]
- settlement-row: [1103, 675, 2019, 690]
- district-row: [1103, 637, 2019, 661]
- section-heading: 11. Вѣроисповѣданіе.: [735, 96, 889, 113]
- row-number: 4: [1104, 946, 1123, 967]
- building-roof-cell[interactable]: [1324, 967, 1403, 988]
- tally-nonpermanent-head: Въ числѣ наличнаго населенія было лицъ непостоянныхъ сословій.: [1672, 1057, 2022, 1089]
- census-subtitle: населенія Россійской Имперіи,: [1356, 397, 1764, 429]
- rules-column-2: [1564, 1358, 2013, 1462]
- section-heading: 5. Холостъ, женатъ, вдовъ, разведенъ.: [199, 827, 477, 845]
- tally-m-label: М.: [1672, 1186, 1847, 1209]
- rules-column-2-text: Свѣдѣнія должны быть вписаны въ одной строкѣ, отдѣльно о каждомъ лицѣ, въ опредѣленной графѣ, такимъ образомъ, чтобы они ясно указывали, къ какому лицу относятся. Дѣти, родившіяся до полуночи того дня, къ которому пріурочена перепись, вносятся въ листъ; умершіе до того же срока не вносятся. Въ случаѣ недостатка мѣста на одномъ листѣ, берутся добавочные листы. Каждому листу присваивается номеръ хозяйства, а если хозяйство записано на нѣсколькихъ листахъ, то каждый изъ нихъ получаетъ одинъ номеръ.: [1564, 1358, 2013, 1445]
- printed-text-block: ‒ ‒‒ ‒‒‒ ‒ ‒‒ ‒‒‒‒ ‒ ‒‒ ‒‒ ‒‒‒ ‒ ‒‒ ‒‒‒ ‒‒ ‒ ‒‒‒‒ ‒‒ ‒ ‒‒‒ ‒‒ ‒ ‒ ‒‒ ‒‒‒ ‒ ‒‒ ‒‒‒‒ ‒ ‒‒ ‒‒ ‒‒‒ ‒ ‒‒ ‒‒‒ ‒‒ ‒ ‒‒‒‒ ‒‒ ‒ ‒‒‒ ‒‒ ‒ ‒ ‒‒ ‒‒‒ ‒ ‒‒ ‒‒‒‒ ‒ ‒‒ ‒‒ ‒‒‒ ‒ ‒‒ ‒‒‒ ‒‒ ‒ ‒‒‒‒ ‒‒ ‒ ‒‒‒ ‒‒ ‒ ‒ ‒‒ ‒‒‒ ‒ ‒‒ ‒‒‒‒ ‒ ‒‒ ‒‒ ‒‒‒ ‒ ‒‒ ‒‒‒ ‒‒ ‒ ‒‒‒‒ ‒‒ ‒ ‒‒‒ ‒‒ ‒ ‒ ‒‒ ‒‒‒ ‒ ‒‒ ‒‒‒‒ ‒ ‒‒ ‒‒ ‒‒‒ ‒ ‒‒ ‒‒‒ ‒‒ ‒ ‒‒‒‒ ‒‒ ‒ ‒‒‒ ‒‒ ‒ ‒ ‒‒ ‒‒‒ ‒ ‒‒ ‒‒‒‒ ‒ ‒‒ ‒‒ ‒‒‒ ‒ ‒‒ ‒‒‒ ‒‒ ‒ ‒‒‒‒ ‒‒ ‒ ‒‒‒ ‒‒ ‒ ‒ ‒‒ ‒‒‒ ‒ ‒‒ ‒‒‒‒ ‒ ‒‒ ‒‒ ‒‒‒ ‒ ‒‒ ‒‒‒ ‒‒ ‒ ‒‒‒‒ ‒‒ ‒ ‒‒‒ ‒‒ ‒ ‒ ‒‒ ‒‒‒ ‒ ‒‒ ‒‒‒‒ ‒ ‒‒ ‒‒ ‒‒‒ ‒ ‒‒ ‒‒‒ ‒‒ ‒ ‒‒‒‒ ‒‒ ‒ ‒‒‒ ‒‒ ‒ ‒ ‒‒ ‒‒‒ ‒ ‒‒ ‒‒‒‒ ‒ ‒‒ ‒‒ ‒‒‒ ‒ ‒‒ ‒‒‒ ‒‒ ‒ ‒‒‒‒ ‒‒ ‒ ‒‒‒ ‒‒ ‒ ‒ ‒‒ ‒‒‒ ‒ ‒‒ ‒‒‒‒ ‒ ‒‒ ‒‒ ‒‒‒ ‒ ‒‒ ‒‒‒ ‒‒ ‒ ‒‒‒‒ ‒‒ ‒ ‒‒‒ ‒‒ ‒ ‒ ‒‒ ‒‒‒ ‒ ‒‒ ‒‒‒‒ ‒ ‒‒ ‒‒ ‒‒‒ ‒ ‒‒ ‒‒‒ ‒‒ ‒ ‒‒‒‒ ‒‒ ‒ ‒‒‒ ‒‒ ‒ ‒ ‒‒ ‒‒‒ ‒ ‒‒ ‒‒‒‒ ‒ ‒‒ ‒‒ ‒‒‒ ‒ ‒‒ ‒‒‒ ‒‒ ‒ ‒‒‒‒ ‒‒ ‒ ‒‒‒ ‒‒ ‒ ‒ ‒‒ ‒‒‒ ‒ ‒‒ ‒‒‒‒ ‒ ‒‒ ‒‒ ‒‒‒ ‒ ‒‒ ‒‒‒ ‒‒ ‒ ‒‒‒‒ ‒‒ ‒ ‒‒‒ ‒‒ ‒ ‒ ‒‒ ‒‒‒ ‒ ‒‒ ‒‒‒‒ ‒ ‒‒ ‒‒ ‒‒‒ ‒ ‒‒ ‒‒‒ ‒‒ ‒ ‒‒‒‒ ‒‒ ‒ ‒‒‒ ‒‒ ‒ ‒ ‒‒ ‒‒‒ ‒ ‒‒ ‒‒‒‒ ‒ ‒‒ ‒‒ ‒‒‒ ‒ ‒‒ ‒‒‒ ‒‒ ‒ ‒‒‒‒ ‒‒ ‒ ‒‒‒ ‒‒ ‒: [114, 1304, 571, 1507]
- handwritten-sheet-number: 151: [1935, 60, 2009, 105]
- population-tally-table: [1103, 1056, 2022, 1263]
- table-row: [1104, 904, 1695, 925]
- owner-row: [1103, 766, 2019, 790]
- uezd-label: Уѣздъ или округъ:: [1789, 558, 1941, 574]
- building-material-cell[interactable]: [1123, 904, 1324, 925]
- settlement-row-2: [1103, 706, 2019, 730]
- building-material-header: Что есть каждаго строенія постройки: [1123, 858, 1324, 883]
- signature-value[interactable]: Анна Силантьева: [1594, 1278, 1812, 1302]
- building-roof-cell[interactable]: [1623, 946, 1695, 967]
- row-number: 2: [1104, 904, 1123, 925]
- tally-present-desc: Здѣсь проставляется итогъ всѣхъ тѣхъ лицъ (мужчинъ и женщинъ отдѣльно), которыя значатся въ 5-й графѣ, противъ которыхъ въ 10-й графѣ проведена черта, а также тѣхъ, противъ коихъ отмѣчено «врем. преб.» и «врем. отл.» въ той же графѣ.: [1104, 1089, 1461, 1186]
- building-roof-cell[interactable]: [1324, 904, 1403, 925]
- sheet-number-underline: [1729, 164, 1939, 166]
- printed-text-block: ‒ ‒‒ ‒‒‒ ‒ ‒‒ ‒‒‒‒ ‒ ‒‒ ‒‒ ‒‒‒ ‒ ‒‒ ‒‒‒ ‒‒ ‒ ‒‒‒‒ ‒‒ ‒ ‒‒‒ ‒‒ ‒ ‒ ‒‒ ‒‒‒ ‒ ‒‒ ‒‒‒‒ ‒ ‒‒ ‒‒ ‒‒‒ ‒ ‒‒ ‒‒‒ ‒‒ ‒ ‒‒‒‒ ‒‒ ‒ ‒‒‒ ‒‒ ‒ ‒ ‒‒ ‒‒‒ ‒ ‒‒ ‒‒‒‒ ‒ ‒‒ ‒‒ ‒‒‒ ‒ ‒‒ ‒‒‒ ‒‒ ‒ ‒‒‒‒ ‒‒ ‒ ‒‒‒ ‒‒ ‒ ‒ ‒‒ ‒‒‒ ‒ ‒‒ ‒‒‒‒ ‒ ‒‒ ‒‒ ‒‒‒ ‒ ‒‒ ‒‒‒ ‒‒ ‒ ‒‒‒‒ ‒‒ ‒ ‒‒‒ ‒‒ ‒ ‒ ‒‒ ‒‒‒ ‒ ‒‒ ‒‒‒‒ ‒ ‒‒ ‒‒ ‒‒‒ ‒ ‒‒ ‒‒‒ ‒‒ ‒ ‒‒‒‒ ‒‒ ‒ ‒‒‒ ‒‒ ‒ ‒ ‒‒ ‒‒‒ ‒ ‒‒ ‒‒‒‒ ‒ ‒‒ ‒‒ ‒‒‒ ‒ ‒‒ ‒‒‒ ‒‒ ‒ ‒‒‒‒ ‒‒ ‒ ‒‒‒ ‒‒ ‒: [106, 163, 563, 251]
- signature-label: Подпись счетчика, собиравшаго свѣдѣнія: [1307, 1284, 1590, 1299]
- settlement-hint: (Владѣльческая усадьба, фабричный поселокъ, лѣсная сторожка, железнодорожная будка, мельница, усадьба священно или: [1221, 678, 1860, 689]
- tally-title: Подсчетъ населенія въ день, къ которому пріурочена перепись.: [1269, 1029, 1851, 1047]
- building-roof-cell[interactable]: [1623, 904, 1695, 925]
- section-heading: 10. Отмѣтка объ отсутствіи, отлучкѣ и о временномъ здѣсь пребываніи.: [603, 855, 1031, 886]
- instructions-column-2: [592, 89, 1043, 1612]
- building-material-cell[interactable]: [1422, 946, 1623, 967]
- tally-nonpermanent-desc: Здѣсь проставляется изъ графы 6-й общее число (муж. и жен. отдѣльно) лицъ непостоянныхъ сословій, противъ которыхъ въ графѣ 10-й проведена черта, а также тѣхъ, противъ коихъ отмѣчено «врем. преб.» и «врем. отл.».: [1672, 1089, 2022, 1186]
- section-body: а) Главное, т. е. то, которое доставляетъ главныя средства къ существованію.: [595, 604, 1037, 636]
- building-material-cell[interactable]: [1123, 946, 1324, 967]
- left-page: [75, 53, 1070, 1680]
- row-number: 10: [1403, 967, 1422, 988]
- note-block: [1707, 858, 2021, 929]
